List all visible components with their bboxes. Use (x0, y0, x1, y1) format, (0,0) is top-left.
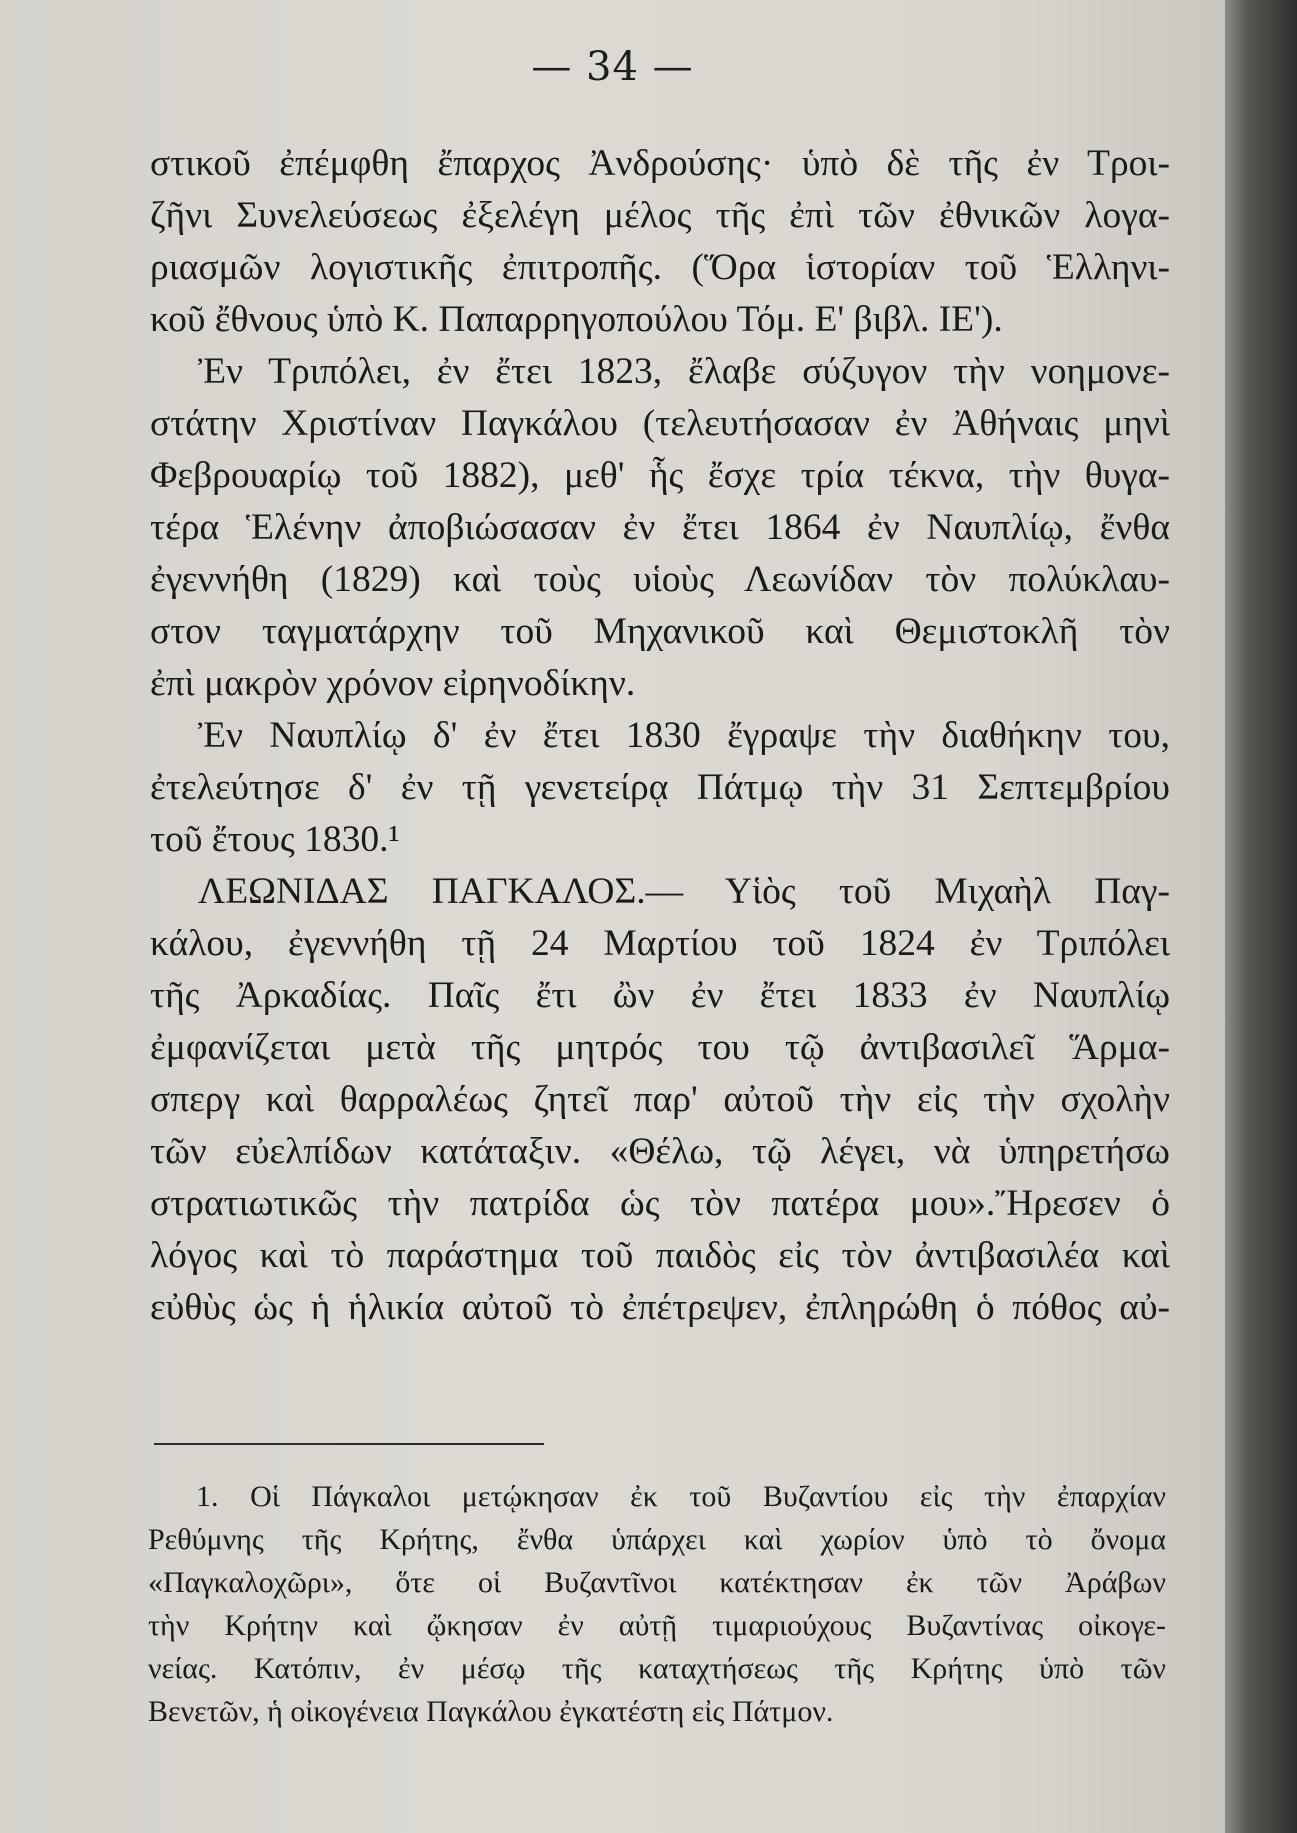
text-line: τῆς Ἀρκαδίας. Παῖς ἔτι ὢν ἐν ἔτει 1833 ἐν Ναυπλίῳ (150, 975, 1170, 1016)
text-line: ἐπὶ μακρὸν χρόνον εἰρηνοδίκην. (150, 663, 636, 704)
page-edge-shadow (1225, 0, 1297, 1833)
footnote-line: τὴν Κρήτην καὶ ᾤκησαν ἐν αὐτῇ τιμαριούχους Βυζαντίνας οἰκογε- (148, 1609, 1166, 1642)
text-line: ζῆνι Συνελεύσεως ἐξελέγη μέλος τῆς ἐπὶ τῶν ἐθνικῶν λογα- (150, 195, 1170, 236)
footnote-line: Ρεθύμνης τῆς Κρήτης, ἔνθα ὑπάρχει καὶ χωρίον ὑπὸ τὸ ὄνομα (148, 1523, 1166, 1556)
text-line: ριασμῶν λογιστικῆς ἐπιτροπῆς. (Ὅρα ἱστορίαν τοῦ Ἑλληνι- (150, 247, 1170, 288)
text-line: στρατιωτικῶς τὴν πατρίδα ὡς τὸν πατέρα μου».Ἤρεσεν ὁ (150, 1183, 1170, 1224)
footnote-line: «Παγκαλοχῶρι», ὅτε οἱ Βυζαντῖνοι κατέκτησαν ἐκ τῶν Ἀράβων (148, 1566, 1166, 1599)
text-line: στον ταγματάρχην τοῦ Μηχανικοῦ καὶ Θεμιστοκλῆ τὸν (150, 611, 1170, 652)
text-line: Ἐν Ναυπλίῳ δ' ἐν ἔτει 1830 ἔγραψε τὴν διαθήκην του, (198, 715, 1170, 756)
text-line: ἐγεννήθη (1829) καὶ τοὺς υἱοὺς Λεωνίδαν τὸν πολύκλαυ- (150, 559, 1170, 600)
text-line: στάτην Χριστίναν Παγκάλου (τελευτήσασαν ἐν Ἀθήναις μηνὶ (150, 403, 1170, 444)
text-line: κοῦ ἔθνους ὑπὸ Κ. Παπαρρηγοπούλου Τόμ. Ε' βιβλ. ΙΕ'). (150, 299, 1003, 340)
footnote-line: 1. Οἱ Πάγκαλοι μετῴκησαν ἐκ τοῦ Βυζαντίου εἰς τὴν ἐπαρχίαν (196, 1480, 1166, 1513)
text-line: τοῦ ἔτους 1830.¹ (150, 819, 400, 860)
text-line: κάλου, ἐγεννήθη τῇ 24 Μαρτίου τοῦ 1824 ἐν Τριπόλει (150, 923, 1170, 964)
footnote-divider (154, 1443, 544, 1445)
text-line: σπεργ καὶ θαρραλέως ζητεῖ παρ' αὐτοῦ τὴν εἰς τὴν σχολὴν (150, 1079, 1170, 1120)
section-heading-line: ΛΕΩΝΙΔΑΣ ΠΑΓΚΑΛΟΣ.— Υἱὸς τοῦ Μιχαὴλ Παγ- (198, 871, 1170, 912)
footnote-line: νείας. Κατόπιν, ἐν μέσῳ τῆς καταχτήσεως τῆς Κρήτης ὑπὸ τῶν (148, 1652, 1166, 1685)
footnote-line: Βενετῶν, ἡ οἰκογένεια Παγκάλου ἐγκατέστη εἰς Πάτμον. (148, 1695, 834, 1728)
text-line: λόγος καὶ τὸ παράστημα τοῦ παιδὸς εἰς τὸν ἀντιβασιλέα καὶ (150, 1235, 1170, 1276)
text-line: στικοῦ ἐπέμφθη ἔπαρχος Ἀνδρούσης· ὑπὸ δὲ τῆς ἐν Τροι- (150, 143, 1170, 184)
text-line: ἐμφανίζεται μετὰ τῆς μητρός του τῷ ἀντιβασιλεῖ Ἅρμα- (150, 1027, 1170, 1068)
text-line: εὐθὺς ὡς ἡ ἡλικία αὐτοῦ τὸ ἐπέτρεψεν, ἐπληρώθη ὁ πόθος αὐ- (150, 1287, 1170, 1328)
text-line: ἐτελεύτησε δ' ἐν τῇ γενετείρᾳ Πάτμῳ τὴν 31 Σεπτεμβρίου (150, 767, 1170, 808)
main-text (150, 138, 1170, 1334)
footnote (148, 1475, 1166, 1733)
text-line: τέρα Ἑλένην ἀποβιώσασαν ἐν ἔτει 1864 ἐν Ναυπλίῳ, ἔνθα (150, 507, 1170, 548)
text-line: Ἐν Τριπόλει, ἐν ἔτει 1823, ἔλαβε σύζυγον τὴν νοημονε- (198, 351, 1170, 392)
page-number: — 34 — (531, 44, 694, 90)
text-line: τῶν εὐελπίδων κατάταξιν. «Θέλω, τῷ λέγει, νὰ ὑπηρετήσω (150, 1131, 1170, 1172)
text-line: Φεβρουαρίῳ τοῦ 1882), μεθ' ἧς ἔσχε τρία τέκνα, τὴν θυγα- (150, 455, 1170, 496)
